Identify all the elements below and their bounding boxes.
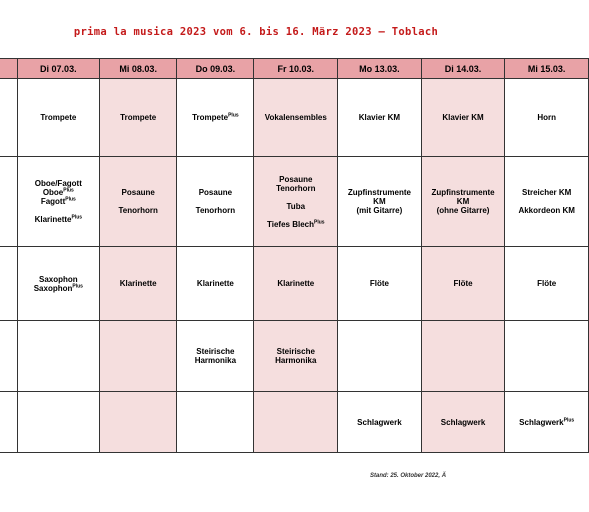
instrument-label bbox=[256, 347, 335, 356]
instrument-label bbox=[507, 113, 586, 122]
instrument-label bbox=[507, 279, 586, 288]
instrument-label bbox=[424, 113, 503, 122]
schedule-cell bbox=[0, 392, 17, 453]
instrument-name: Saxophon bbox=[33, 283, 73, 293]
schedule-cell bbox=[100, 392, 177, 453]
instrument-name: Zupfinstrumente bbox=[347, 188, 411, 197]
instrument-label bbox=[340, 113, 419, 122]
schedule-cell bbox=[254, 157, 338, 247]
schedule-cell bbox=[17, 79, 100, 157]
instrument-name: Oboe/Fagott bbox=[34, 179, 82, 188]
schedule-cell bbox=[254, 321, 338, 392]
instrument-label bbox=[20, 275, 98, 284]
schedule-cell bbox=[100, 157, 177, 247]
instrument-label bbox=[507, 418, 586, 427]
schedule-cell bbox=[100, 321, 177, 392]
schedule-cell bbox=[17, 321, 100, 392]
instrument-label bbox=[102, 206, 174, 215]
header-cell: Do 09.03. bbox=[177, 59, 254, 79]
instrument-name: Flöte bbox=[453, 279, 473, 288]
schedule-cell bbox=[338, 321, 422, 392]
plus-superscript: Plus bbox=[65, 196, 76, 203]
instrument-label bbox=[256, 184, 335, 193]
instrument-name: Klarinette bbox=[119, 279, 157, 288]
instrument-label bbox=[102, 279, 174, 288]
instrument-name: Posaune bbox=[198, 188, 233, 197]
instrument-label bbox=[20, 113, 98, 122]
schedule-row bbox=[0, 321, 589, 392]
instrument-name: Trompete bbox=[40, 113, 77, 122]
schedule-cell bbox=[100, 79, 177, 157]
instrument-label bbox=[102, 113, 174, 122]
instrument-label bbox=[20, 284, 98, 293]
status-footer: Stand: 25. Oktober 2022, Ä bbox=[370, 473, 447, 479]
schedule-cell bbox=[0, 157, 17, 247]
instrument-name: Trompete bbox=[120, 113, 157, 122]
instrument-label bbox=[179, 356, 251, 365]
instrument-name: Tenorhorn bbox=[276, 183, 316, 193]
schedule-cell bbox=[254, 247, 338, 321]
plus-superscript: Plus bbox=[72, 282, 83, 289]
instrument-label bbox=[20, 188, 98, 197]
header-cell: Di 07.03. bbox=[17, 59, 100, 79]
instrument-label bbox=[256, 113, 335, 122]
instrument-label bbox=[424, 418, 503, 427]
plus-superscript: Plus bbox=[71, 214, 83, 221]
instrument-name: Schlagwerk bbox=[519, 417, 564, 427]
instrument-label bbox=[340, 188, 419, 197]
header-cell: Fr 10.03. bbox=[254, 59, 338, 79]
instrument-label bbox=[256, 279, 335, 288]
instrument-name: Steirische bbox=[276, 347, 315, 356]
instrument-name: Flöte bbox=[537, 279, 557, 288]
schedule-row bbox=[0, 79, 589, 157]
schedule-cell bbox=[338, 392, 422, 453]
instrument-name: Klarinette bbox=[34, 215, 72, 224]
schedule-table bbox=[0, 58, 589, 453]
schedule-cell bbox=[0, 79, 17, 157]
instrument-label bbox=[424, 188, 503, 197]
schedule-cell bbox=[254, 79, 338, 157]
schedule-cell bbox=[100, 247, 177, 321]
schedule-cell bbox=[177, 79, 254, 157]
schedule-row bbox=[0, 392, 589, 453]
schedule-cell bbox=[505, 392, 589, 453]
instrument-name: Posaune bbox=[279, 174, 313, 184]
schedule-cell bbox=[177, 321, 254, 392]
instrument-label bbox=[179, 188, 251, 197]
schedule-cell bbox=[421, 157, 505, 247]
schedule-cell bbox=[177, 247, 254, 321]
schedule-cell bbox=[338, 247, 422, 321]
instrument-label bbox=[179, 347, 251, 356]
plus-superscript: Plus bbox=[228, 112, 239, 119]
instrument-label bbox=[20, 197, 98, 206]
header-cell: Mi 08.03. bbox=[100, 59, 177, 79]
schedule-cell bbox=[505, 321, 589, 392]
instrument-label bbox=[340, 197, 419, 206]
instrument-label bbox=[340, 418, 419, 427]
instrument-name: Harmonika bbox=[275, 356, 317, 365]
instrument-name: Steirische bbox=[196, 347, 235, 356]
instrument-name: Tenorhorn bbox=[118, 206, 158, 215]
instrument-name: Schlagwerk bbox=[357, 417, 402, 427]
instrument-name: Flöte bbox=[369, 279, 389, 288]
instrument-name: KM bbox=[373, 197, 386, 206]
instrument-name: Klarinette bbox=[196, 279, 234, 288]
instrument-name: KM bbox=[456, 197, 470, 206]
instrument-label bbox=[340, 279, 419, 288]
schedule-cell bbox=[505, 157, 589, 247]
schedule-cell bbox=[17, 247, 100, 321]
schedule-row bbox=[0, 247, 589, 321]
instrument-name: Saxophon bbox=[38, 274, 78, 284]
instrument-name: Tenorhorn bbox=[195, 206, 236, 215]
plus-superscript: Plus bbox=[313, 218, 325, 225]
instrument-label bbox=[424, 206, 503, 215]
instrument-name: Trompete bbox=[192, 113, 229, 122]
schedule-cell bbox=[421, 79, 505, 157]
instrument-name: (ohne Gitarre) bbox=[436, 206, 490, 215]
schedule-cell bbox=[505, 247, 589, 321]
instrument-label bbox=[256, 220, 335, 229]
instrument-label bbox=[179, 279, 251, 288]
header-cell: Mi 15.03. bbox=[505, 59, 589, 79]
instrument-name: Horn bbox=[537, 113, 556, 122]
schedule-cell bbox=[177, 392, 254, 453]
page-title: prima la musica 2023 vom 6. bis 16. März 2023 – Toblach bbox=[73, 26, 439, 38]
schedule-cell bbox=[17, 392, 100, 453]
instrument-name: Klavier KM bbox=[358, 113, 401, 122]
instrument-name: (mit Gitarre) bbox=[356, 206, 403, 215]
instrument-name: Tiefes Blech bbox=[267, 219, 314, 229]
header-cell bbox=[0, 59, 17, 79]
instrument-label bbox=[256, 175, 335, 184]
instrument-label bbox=[179, 113, 251, 122]
instrument-name: Harmonika bbox=[194, 356, 237, 365]
schedule-cell bbox=[421, 321, 505, 392]
instrument-label bbox=[507, 206, 586, 215]
instrument-label bbox=[256, 356, 335, 365]
instrument-label bbox=[102, 188, 174, 197]
header-cell: Di 14.03. bbox=[421, 59, 505, 79]
instrument-name: Fagott bbox=[40, 197, 66, 206]
schedule-cell bbox=[0, 247, 17, 321]
instrument-name: Akkordeon KM bbox=[518, 206, 575, 215]
instrument-label bbox=[507, 188, 586, 197]
instrument-name: Streicher KM bbox=[521, 188, 572, 197]
plus-superscript: Plus bbox=[63, 187, 74, 194]
schedule-cell bbox=[177, 157, 254, 247]
schedule-cell bbox=[421, 392, 505, 453]
plus-superscript: Plus bbox=[563, 416, 575, 423]
schedule-body bbox=[0, 79, 589, 453]
schedule-cell bbox=[421, 247, 505, 321]
instrument-label bbox=[424, 279, 503, 288]
instrument-label bbox=[20, 215, 98, 224]
header-row bbox=[0, 59, 589, 79]
schedule-cell bbox=[17, 157, 100, 247]
instrument-label bbox=[340, 206, 419, 215]
instrument-name: Vokalensembles bbox=[264, 113, 327, 122]
schedule-cell bbox=[0, 321, 17, 392]
instrument-label bbox=[256, 202, 335, 211]
instrument-name: Oboe bbox=[42, 188, 64, 197]
instrument-label bbox=[424, 197, 503, 206]
schedule-cell bbox=[338, 79, 422, 157]
schedule-cell bbox=[505, 79, 589, 157]
header-cell: Mo 13.03. bbox=[338, 59, 422, 79]
instrument-name: Tuba bbox=[286, 201, 306, 211]
schedule-cell bbox=[338, 157, 422, 247]
instrument-name: Schlagwerk bbox=[440, 417, 486, 427]
instrument-label bbox=[179, 206, 251, 215]
schedule-row bbox=[0, 157, 589, 247]
instrument-name: Klarinette bbox=[277, 279, 315, 288]
schedule-cell bbox=[254, 392, 338, 453]
instrument-label bbox=[20, 179, 98, 188]
instrument-name: Zupfinstrumente bbox=[431, 188, 495, 197]
instrument-name: Posaune bbox=[121, 188, 155, 197]
instrument-name: Klavier KM bbox=[442, 113, 484, 122]
